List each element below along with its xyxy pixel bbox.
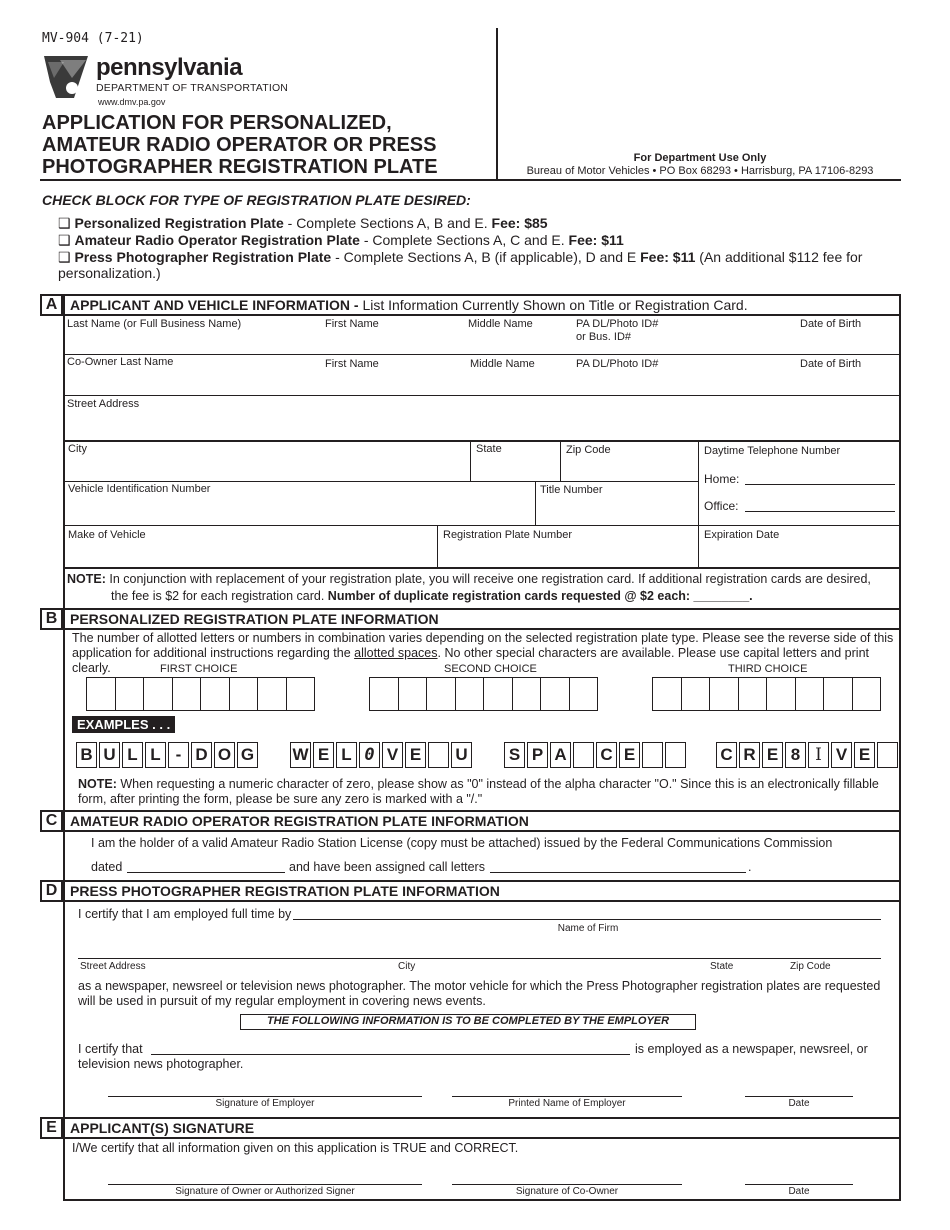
example-char: - [168,742,189,768]
char-box[interactable] [229,677,259,711]
first-choice-boxes[interactable] [86,677,314,711]
label-make: Make of Vehicle [68,529,146,541]
example-char: E [762,742,783,768]
example-space [504,742,688,768]
example-char: S [504,742,525,768]
label-street: Street Address [67,398,140,410]
char-box[interactable] [569,677,599,711]
form-number: MV-904 (7-21) [42,31,144,46]
label-pa-dl: PA DL/Photo ID# [576,318,659,330]
section-a-letter: A [40,294,63,316]
example-char: C [716,742,737,768]
owner-signature-line[interactable] [108,1184,422,1185]
label-state: State [476,443,502,455]
example-char: I [808,742,829,768]
checkbox-icon[interactable]: ❑ [58,249,71,265]
call-letters-line[interactable] [490,872,746,873]
employer-section-banner: THE FOLLOWING INFORMATION IS TO BE COMPLETED BY THE EMPLOYER [240,1014,696,1030]
char-box[interactable] [86,677,116,711]
section-a-heading: APPLICANT AND VEHICLE INFORMATION - List Information Currently Shown on Title or Registration Card. [63,294,901,316]
label-office-phone[interactable]: Office: [704,499,739,513]
option-personalized[interactable]: ❑ Personalized Registration Plate - Complete Sections A, B and E. Fee: $85 [58,215,548,231]
third-choice-boxes[interactable] [652,677,880,711]
option-press-photographer[interactable]: ❑ Press Photographer Registration Plate - Complete Sections A, B (if applicable), D and E Fee: $11 (An additional $112 fee for personalization.) [58,249,863,281]
section-b-heading: PERSONALIZED REGISTRATION PLATE INFORMATION [63,608,901,630]
char-box[interactable] [172,677,202,711]
employer-date-line[interactable] [745,1096,853,1097]
label-name-of-firm: Name of Firm [557,923,619,934]
employed-as-label: is employed as a newspaper, newsreel, or [635,1042,868,1056]
char-box[interactable] [540,677,570,711]
employee-name-line[interactable] [151,1054,630,1055]
checkbox-icon[interactable]: ❑ [58,232,71,248]
example-char [665,742,686,768]
label-co-dob: Date of Birth [800,358,862,370]
label-firm-city: City [398,961,416,972]
label-employer-printed-name: Printed Name of Employer [508,1098,626,1109]
example-char [877,742,898,768]
example-char: E [313,742,334,768]
char-box[interactable] [286,677,316,711]
section-a-note: NOTE: In conjunction with replacement of your registration plate, you will receive one registration card. If additional registration cards are desired, [67,572,871,586]
example-char: G [237,742,258,768]
checkbox-icon[interactable]: ❑ [58,215,71,231]
example-cre8ive [716,742,900,768]
char-box[interactable] [512,677,542,711]
example-char [642,742,663,768]
char-box[interactable] [852,677,882,711]
label-bus-id: or Bus. ID# [576,331,632,343]
section-e-letter: E [40,1117,63,1139]
option-amateur-radio[interactable]: ❑ Amateur Radio Operator Registration Plate - Complete Sections A, C and E. Fee: $11 [58,232,624,248]
page-title: APPLICATION FOR PERSONALIZED, AMATEUR RADIO OPERATOR OR PRESS PHOTOGRAPHER REGISTRATION PLATE [42,112,438,178]
first-choice-label: FIRST CHOICE [160,663,238,675]
example-char [428,742,449,768]
penndot-keystone-logo [42,52,92,100]
third-choice-label: THIRD CHOICE [728,663,808,675]
certify-employed-label: I certify that I am employed full time by [78,907,292,921]
section-d-heading: PRESS PHOTOGRAPHER REGISTRATION PLATE INFORMATION [63,880,901,902]
example-char: L [336,742,357,768]
example-bulldog [76,742,260,768]
label-middle-name: Middle Name [468,318,533,330]
label-home-phone[interactable]: Home: [704,472,740,486]
example-we-love-u [290,742,474,768]
employer-printed-name-line[interactable] [452,1096,682,1097]
example-char: 8 [785,742,806,768]
label-zip: Zip Code [566,444,611,456]
char-box[interactable] [738,677,768,711]
firm-address-line[interactable] [78,958,881,959]
char-box[interactable] [257,677,287,711]
section-b-letter: B [40,608,63,630]
employer-signature-line[interactable] [108,1096,422,1097]
section-b-intro: The number of allotted letters or numbers in combination varies depending on the selected registration plate type. Please see the reverse side of this application for additional instructions regarding the allotted spaces. No other special characters are available. Please use capital letters and print clearly. [72,631,894,675]
example-char: V [831,742,852,768]
char-box[interactable] [115,677,145,711]
label-firm-street: Street Address [80,961,146,972]
char-box[interactable] [681,677,711,711]
label-plate-number: Registration Plate Number [443,529,573,541]
example-char: O [214,742,235,768]
label-owner-signature: Signature of Owner or Authorized Signer [175,1186,355,1197]
char-box[interactable] [652,677,682,711]
press-photographer-statement: as a newspaper, newsreel or television news photographer. The motor vehicle for which the Press Photographer registration plates are requested will be used in pursuit of my regular employment in covering news events. [78,979,881,1008]
section-c-letter: C [40,810,63,832]
char-box[interactable] [795,677,825,711]
example-char: A [550,742,571,768]
label-applicant-date: Date [788,1186,810,1197]
label-title-number: Title Number [540,484,603,496]
dept-use-label: For Department Use Only [633,152,767,164]
section-d-letter: D [40,880,63,902]
example-char: D [191,742,212,768]
label-firm-state: State [710,961,734,972]
check-block-title: CHECK BLOCK FOR TYPE OF REGISTRATION PLATE DESIRED: [42,192,471,208]
section-c-heading: AMATEUR RADIO OPERATOR REGISTRATION PLATE INFORMATION [63,810,901,832]
example-char: R [739,742,760,768]
examples-badge: EXAMPLES . . . [72,716,175,733]
example-char: L [122,742,143,768]
label-city: City [68,443,87,455]
example-char: E [405,742,426,768]
label-last-name: Last Name (or Full Business Name) [67,318,242,330]
label-co-pa-dl: PA DL/Photo ID# [576,358,659,370]
header-divider [496,28,498,180]
label-employer-signature: Signature of Employer [215,1098,315,1109]
firm-name-line[interactable] [293,919,881,920]
example-char: B [76,742,97,768]
char-box[interactable] [200,677,230,711]
label-coowner-signature: Signature of Co-Owner [515,1186,619,1197]
example-char: U [99,742,120,768]
label-co-first: First Name [325,358,379,370]
label-vin: Vehicle Identification Number [68,483,211,495]
label-co-middle: Middle Name [470,358,535,370]
tv-photographer-label: television news photographer. [78,1057,244,1071]
section-b-note: NOTE: When requesting a numeric character of zero, please show as "0" instead of the alpha character "O." Since this is an electronically fillable form, after printing the form, please be sure any zero is marked with a "/." [78,777,879,806]
label-expiration: Expiration Date [704,529,780,541]
applicant-certification: I/We certify that all information given on this application is TRUE and CORRECT. [72,1141,519,1155]
applicant-date-line[interactable] [745,1184,853,1185]
section-e-heading: APPLICANT(S) SIGNATURE [63,1117,901,1139]
label-daytime-phone: Daytime Telephone Number [704,445,841,457]
char-box[interactable] [709,677,739,711]
header-rule [40,179,901,181]
label-firm-zip: Zip Code [790,961,831,972]
label-first-name: First Name [325,318,379,330]
example-char [573,742,594,768]
char-box[interactable] [766,677,796,711]
char-box[interactable] [483,677,513,711]
example-char: W [290,742,311,768]
example-char: L [145,742,166,768]
example-char: U [451,742,472,768]
label-call-letters: and have been assigned call letters [289,860,485,874]
home-phone-line[interactable] [745,484,895,485]
dated-line[interactable] [127,872,285,873]
label-dated: dated [91,860,123,874]
bureau-address: Bureau of Motor Vehicles • PO Box 68293 • Harrisburg, PA 17106-8293 [526,165,874,177]
example-char: E [854,742,875,768]
label-co-owner-last: Co-Owner Last Name [67,356,174,368]
coowner-signature-line[interactable] [452,1184,682,1185]
section-d-frame [63,902,901,1118]
logo-department: DEPARTMENT OF TRANSPORTATION [96,82,289,94]
second-choice-label: SECOND CHOICE [444,663,537,675]
office-phone-line[interactable] [745,511,895,512]
char-box[interactable] [398,677,428,711]
logo-url: www.dmv.pa.gov [98,97,166,107]
char-box[interactable] [823,677,853,711]
example-char: P [527,742,548,768]
amateur-license-statement: I am the holder of a valid Amateur Radio Station License (copy must be attached) issued by the Federal Communications Commission [91,836,833,850]
example-char: 0 [359,742,380,768]
section-a-note-fee: the fee is $2 for each registration card. Number of duplicate registration cards requested @ $2 each: ________. [111,589,753,603]
example-char: V [382,742,403,768]
example-char: E [619,742,640,768]
period: . [748,860,752,874]
char-box[interactable] [143,677,173,711]
logo-wordmark: pennsylvania [96,54,243,81]
label-employer-date: Date [788,1098,810,1109]
char-box[interactable] [369,677,399,711]
char-box[interactable] [455,677,485,711]
employer-certify-label: I certify that [78,1042,143,1056]
second-choice-boxes[interactable] [369,677,597,711]
label-dob: Date of Birth [800,318,862,330]
example-char: C [596,742,617,768]
char-box[interactable] [426,677,456,711]
